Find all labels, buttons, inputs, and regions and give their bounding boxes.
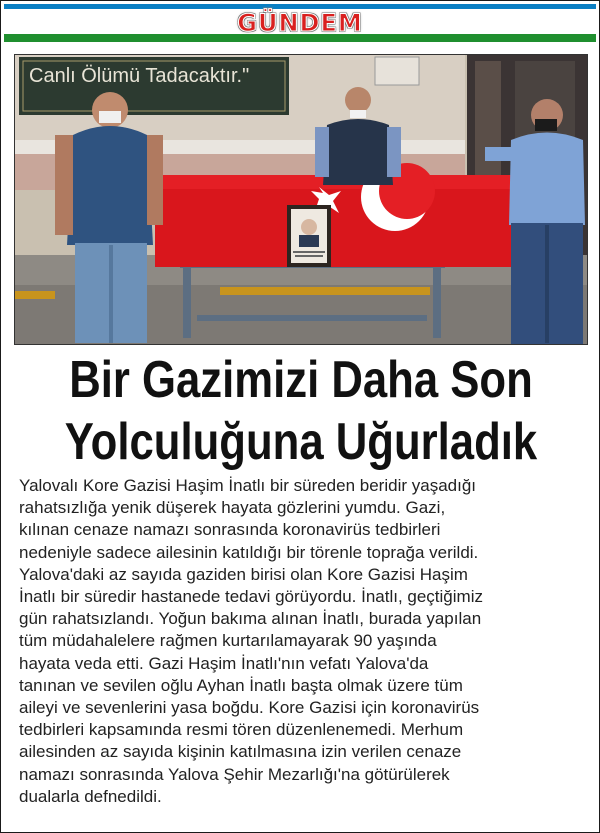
article-line: nedeniyle sadece ailesinin katıldığı bir törenle toprağa verildi. [19, 542, 479, 562]
article-line: kılınan cenaze namazı sonrasında koronavirüs tedbirleri [19, 520, 441, 540]
article-line: tedbirleri kapsamında resmi tören düzenlenemedi. Merhum [19, 720, 464, 740]
article-line: hayata veda etti. Gazi Haşim İnatlı'nın vefatı Yalova'da [19, 653, 429, 673]
section-label: GÜNDEM [237, 9, 363, 37]
article-line: dualarla defnedildi. [19, 786, 162, 806]
wall-sign-text: Canlı Ölümü Tadacaktır." [29, 65, 250, 87]
news-photo [14, 54, 588, 345]
section-header [4, 4, 596, 42]
headline [1, 349, 600, 473]
article-body [19, 475, 585, 808]
article-line: İnatlı bir süredir hastanede tedavi görüyordu. İnatlı, geçtiğimiz [19, 587, 483, 607]
article-line: ailesinden az sayıda kişinin katılmasına izin verilen cenaze [19, 742, 462, 762]
article-line: aileyi ve sevenlerini yasa boğdu. Kore Gazisi için koronavirüs [19, 698, 480, 718]
article-line: tüm müdahalelere rağmen kurtarılamayarak 90 yaşında [19, 631, 437, 651]
article-line: namazı sonrasında Yalova Şehir Mezarlığı'na götürülerek [19, 764, 450, 784]
article-line: gün rahatsızlandı. Yoğun bakıma alınan İnatlı, burada yapılan [19, 609, 482, 629]
headline-line-1: Bir Gazimizi Daha Son [69, 351, 533, 409]
article-line: Yalovalı Kore Gazisi Haşim İnatlı bir süreden beridir yaşadığı [19, 476, 476, 495]
funeral-photo-illustration [15, 55, 587, 344]
article-line: tanınan ve sevilen oğlu Ayhan İnatlı başta olmak üzere tüm [19, 675, 463, 695]
article-line: Yalova'daki az sayıda gaziden birisi olan Kore Gazisi Haşim [19, 564, 468, 584]
headline-line-2: Yolculuğuna Uğurladık [64, 413, 538, 471]
article-line: rahatsızlığa yenik düşerek hayata gözlerini yumdu. Gazi, [19, 498, 446, 518]
